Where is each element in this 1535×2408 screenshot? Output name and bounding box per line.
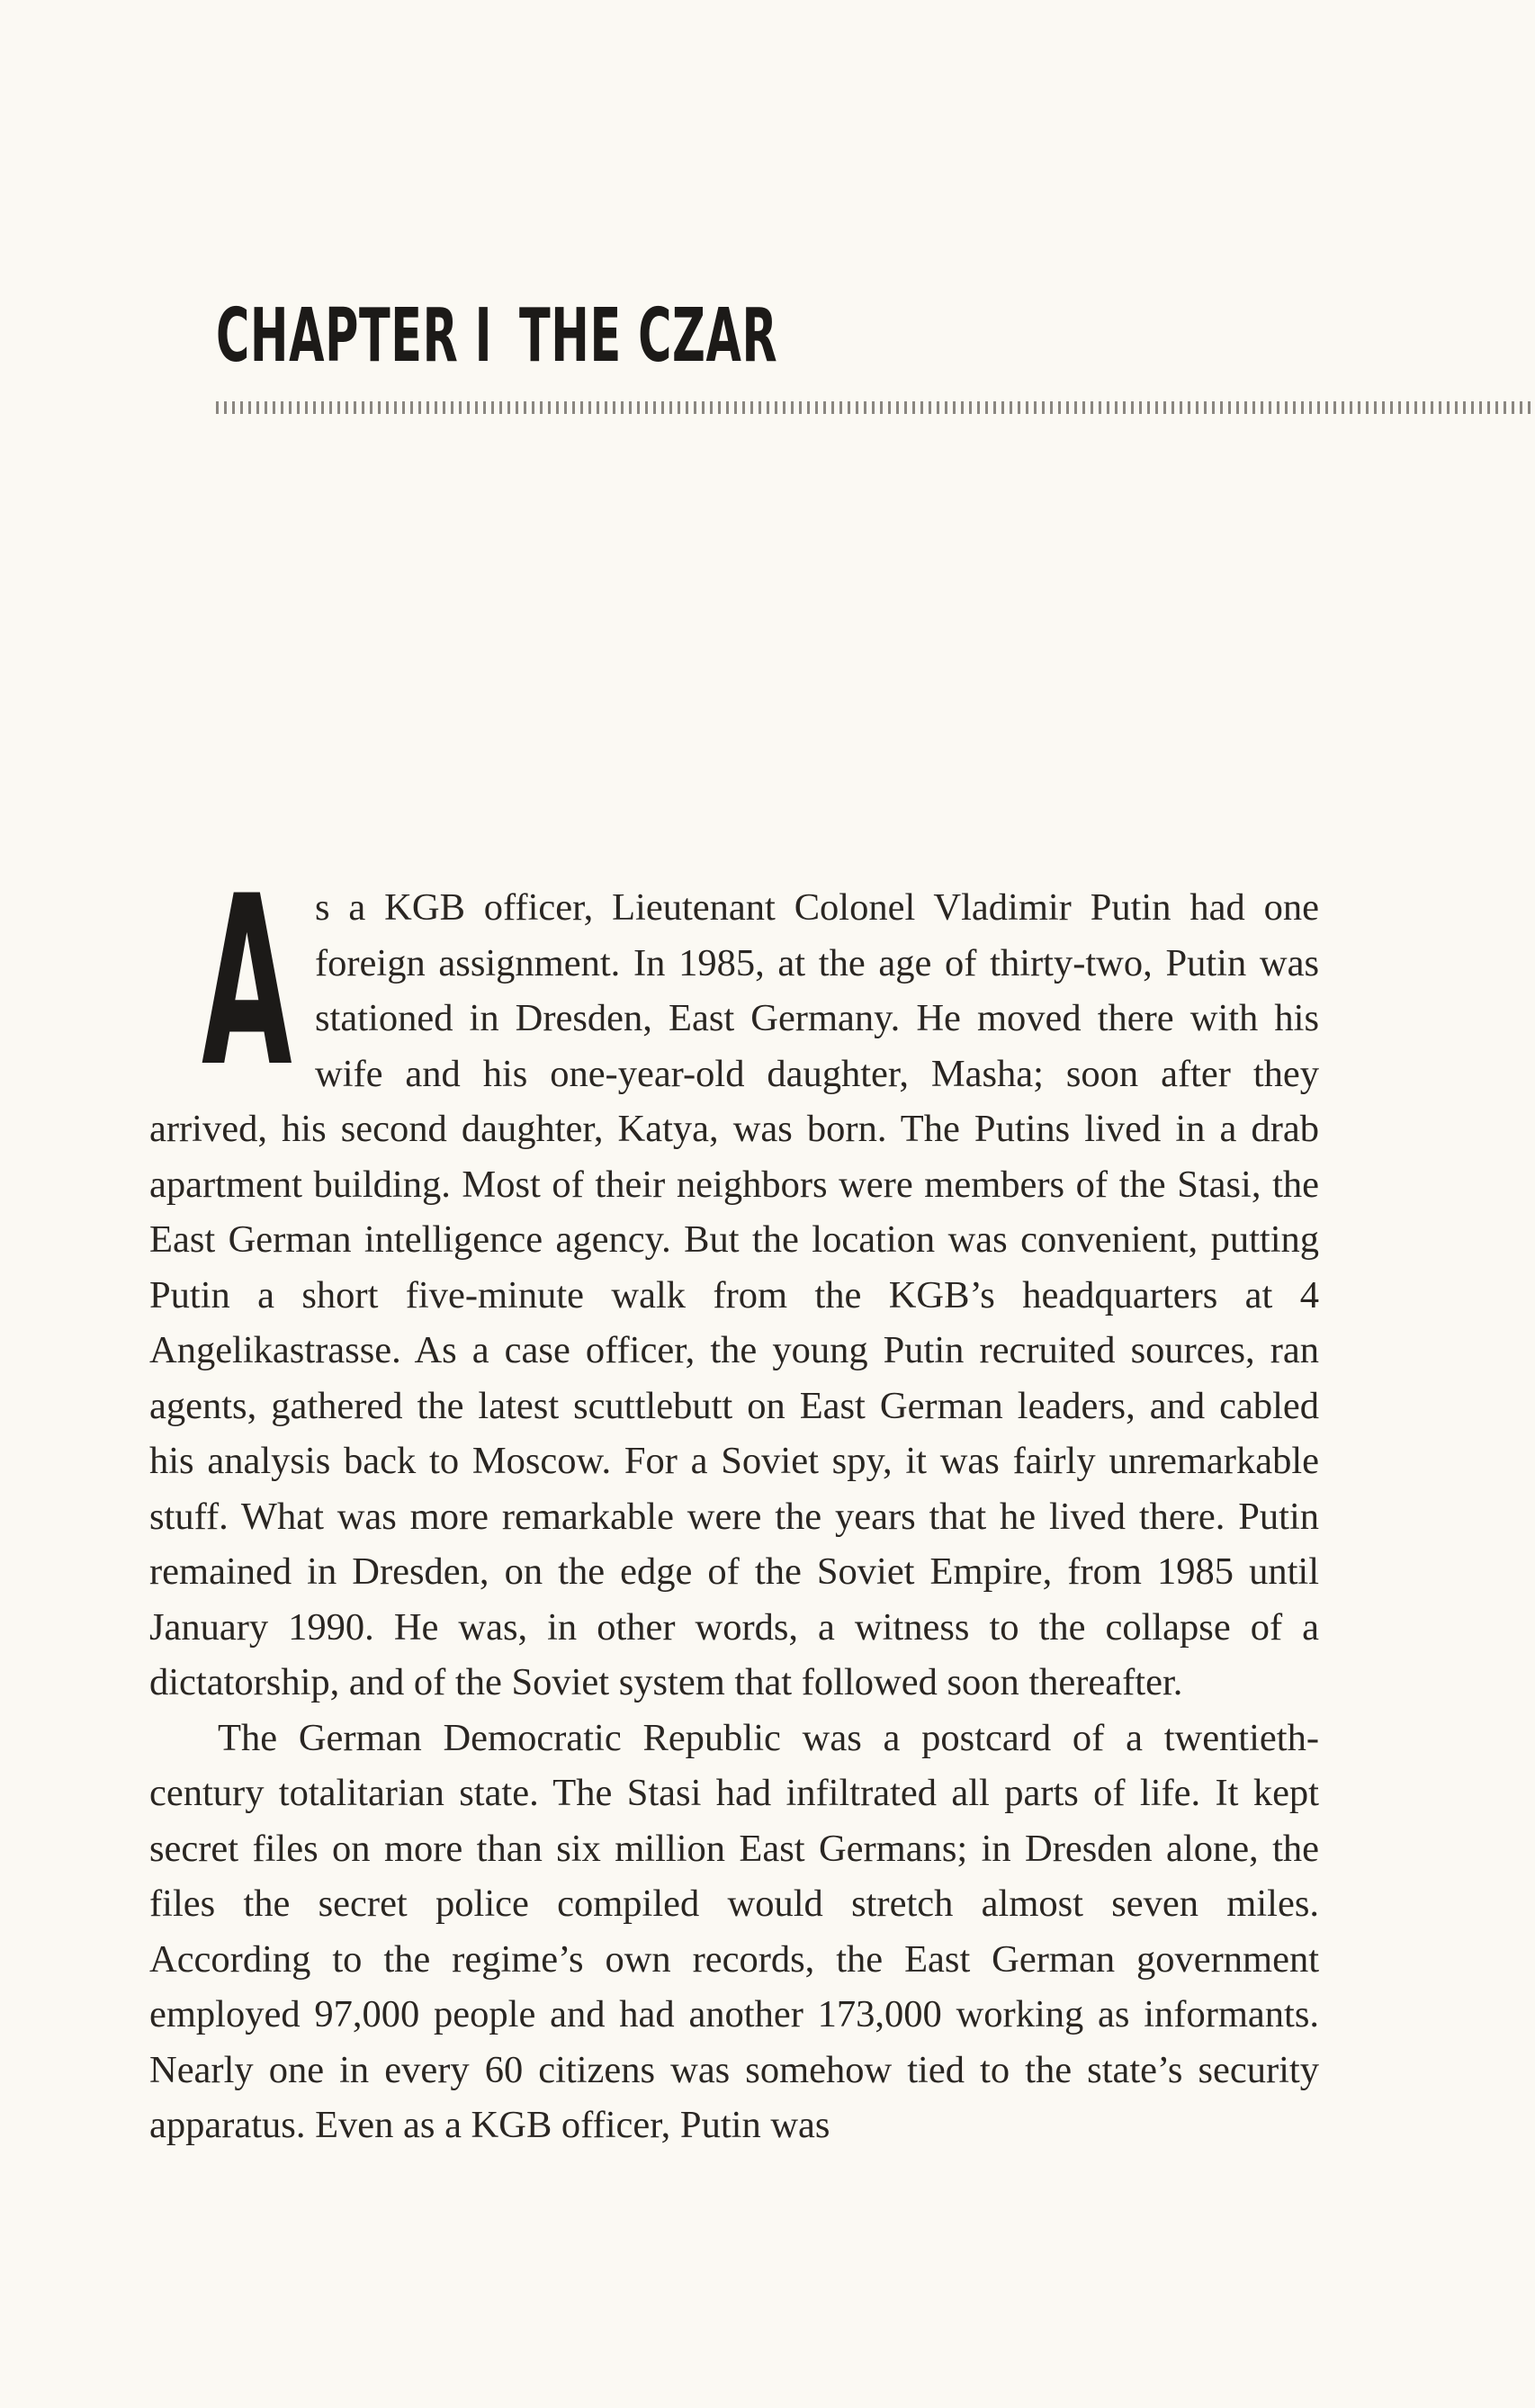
chapter-title: THE CZAR xyxy=(518,293,778,379)
paragraph-2: The German Democratic Republic was a postcard of a twentieth-century totalitarian state. The Stasi had infiltrated all parts of life. It kept secret files on more than six million East Germans; in Dresden alone, the files the secret police compiled would stretch almost seven miles. According to the regime’s own records, the East German government employed 97,000 people and had another 173,000 working as informants. Nearly one in every 60 citizens was somehow tied to the state’s security apparatus. Even as a KGB officer, Putin was xyxy=(149,1716,1319,2146)
decorative-rule xyxy=(216,401,1535,414)
paragraph-1 xyxy=(149,847,1319,1711)
drop-cap: A xyxy=(202,847,292,1119)
chapter-heading xyxy=(216,293,777,379)
paragraph-1-text: s a KGB officer, Lieutenant Colonel Vladimir Putin had one foreign assignment. In 1985, at the age of thirty-two, Putin was stationed in Dresden, East Germany. He moved there with his wife and his one-year-old daughter, Masha; soon after they arrived, his second daughter, Katya, was born. The Putins lived in a drab apartment building. Most of their neighbors were members of the Stasi, the East German intelligence agency. But the location was convenient, putting Putin a short five-minute walk from the KGB’s headquarters at 4 Angelikastrasse. As a case officer, the young Putin recruited sources, ran agents, gathered the latest scuttlebutt on East German leaders, and cabled his analysis back to Moscow. For a Soviet spy, it was fairly unremarkable stuff. What was more remarkable were the years that he lived there. Putin remained in Dresden, on the edge of the Soviet Empire, from 1985 until January 1990. He was, in other words, a witness to the collapse of a dictatorship, and of the Soviet system that followed soon thereafter. xyxy=(149,886,1319,1703)
body-text xyxy=(149,847,1319,2153)
chapter-number: CHAPTER I xyxy=(216,293,493,379)
